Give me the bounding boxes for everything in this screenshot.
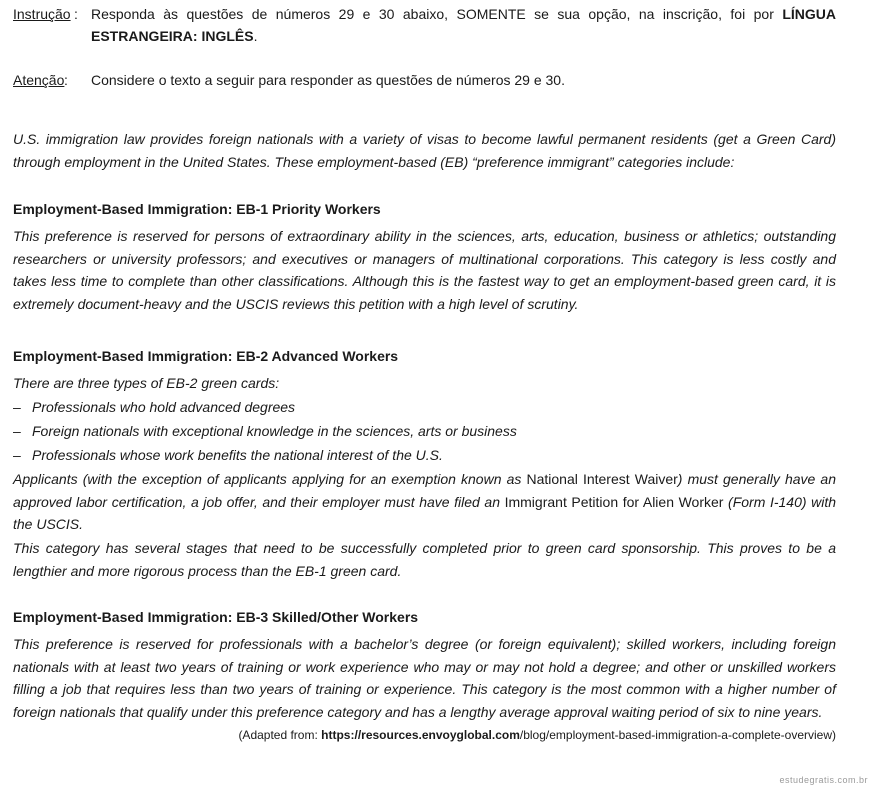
instruction-bold-text: LÍNGUA ESTRANGEIRA: INGLÊS [91, 6, 836, 44]
immigrant-petition: Immigrant Petition for Alien Worker [504, 493, 724, 510]
intro-paragraph: U.S. immigration law provides foreign nationals with a variety of visas to become lawful permanent residents (get a Green Card) through employment in the United States. These employment-based (EB) “preference immigrant” categories include: [13, 131, 836, 170]
source-citation: (Adapted from: https://resources.envoyglobal.com/blog/employment-based-immigration-a-complete-overview) [238, 728, 836, 742]
source-domain: https://resources.envoyglobal.com [321, 728, 520, 742]
eb3-body: This preference is reserved for professionals with a bachelor’s degree (or foreign equivalent); skilled workers, including foreign nationals with at least two years of training or work experience who may or may not hold a degree; and other or unskilled workers filling a job that requires less than two years of training or experience. This category is the most common with a higher number of foreign nationals that qualify under this preference category and has a lengthy average approval waiting period of six to nine years. [13, 636, 836, 720]
eb1-body: This preference is reserved for persons of extraordinary ability in the sciences, arts, education, business or athletics; outstanding researchers or university professors; and executives or managers of multinational corporations. This category is less costly and takes less time to complete than other classifications. Although this is the fastest way to get an employment-based green card, it is extremely document-heavy and the USCIS reviews this petition with a high level of scrutiny. [13, 228, 836, 312]
watermark: estudegratis.com.br [779, 775, 868, 785]
attention-text: Considere o texto a seguir para responder as questões de números 29 e 30. [91, 72, 565, 88]
eb2-paragraph-2: This category has several stages that need to be successfully completed prior to green card sponsorship. This proves to be a lengthier and more rigorous process than the EB-1 green card. [13, 540, 836, 579]
eb2-bullet-1: – Professionals who hold advanced degrees [13, 399, 296, 415]
eb2-bullet-2: – Foreign nationals with exceptional knowledge in the sciences, arts or business [13, 423, 517, 439]
eb2-bullet-3: – Professionals whose work benefits the national interest of the U.S. [13, 447, 443, 463]
eb2-intro: There are three types of EB-2 green cards: [13, 375, 280, 391]
eb2-paragraph-1: Applicants (with the exception of applicants applying for an exemption known as National Interest Waiver) must generally have an approved labor certification, a job offer, and their employer must have filed an Immigrant Petition for Alien Worker (Form I-140) with the USCIS. [13, 471, 836, 532]
eb3-heading: Employment-Based Immigration: EB-3 Skilled/Other Workers [13, 609, 419, 625]
attention-colon: : [64, 72, 68, 88]
eb2-heading: Employment-Based Immigration: EB-2 Advanced Workers [13, 348, 399, 364]
instruction-label: Instrução [13, 6, 71, 22]
eb1-heading: Employment-Based Immigration: EB-1 Priority Workers [13, 201, 381, 217]
instruction-colon: : [74, 6, 78, 22]
attention-label: Atenção [13, 72, 65, 88]
national-interest-waiver: National Interest Waiver [526, 471, 678, 487]
instruction-text: Responda às questões de números 29 e 30 abaixo, SOMENTE se sua opção, na inscrição, foi por LÍNGUA ESTRANGEIRA: INGLÊS. [91, 6, 836, 44]
